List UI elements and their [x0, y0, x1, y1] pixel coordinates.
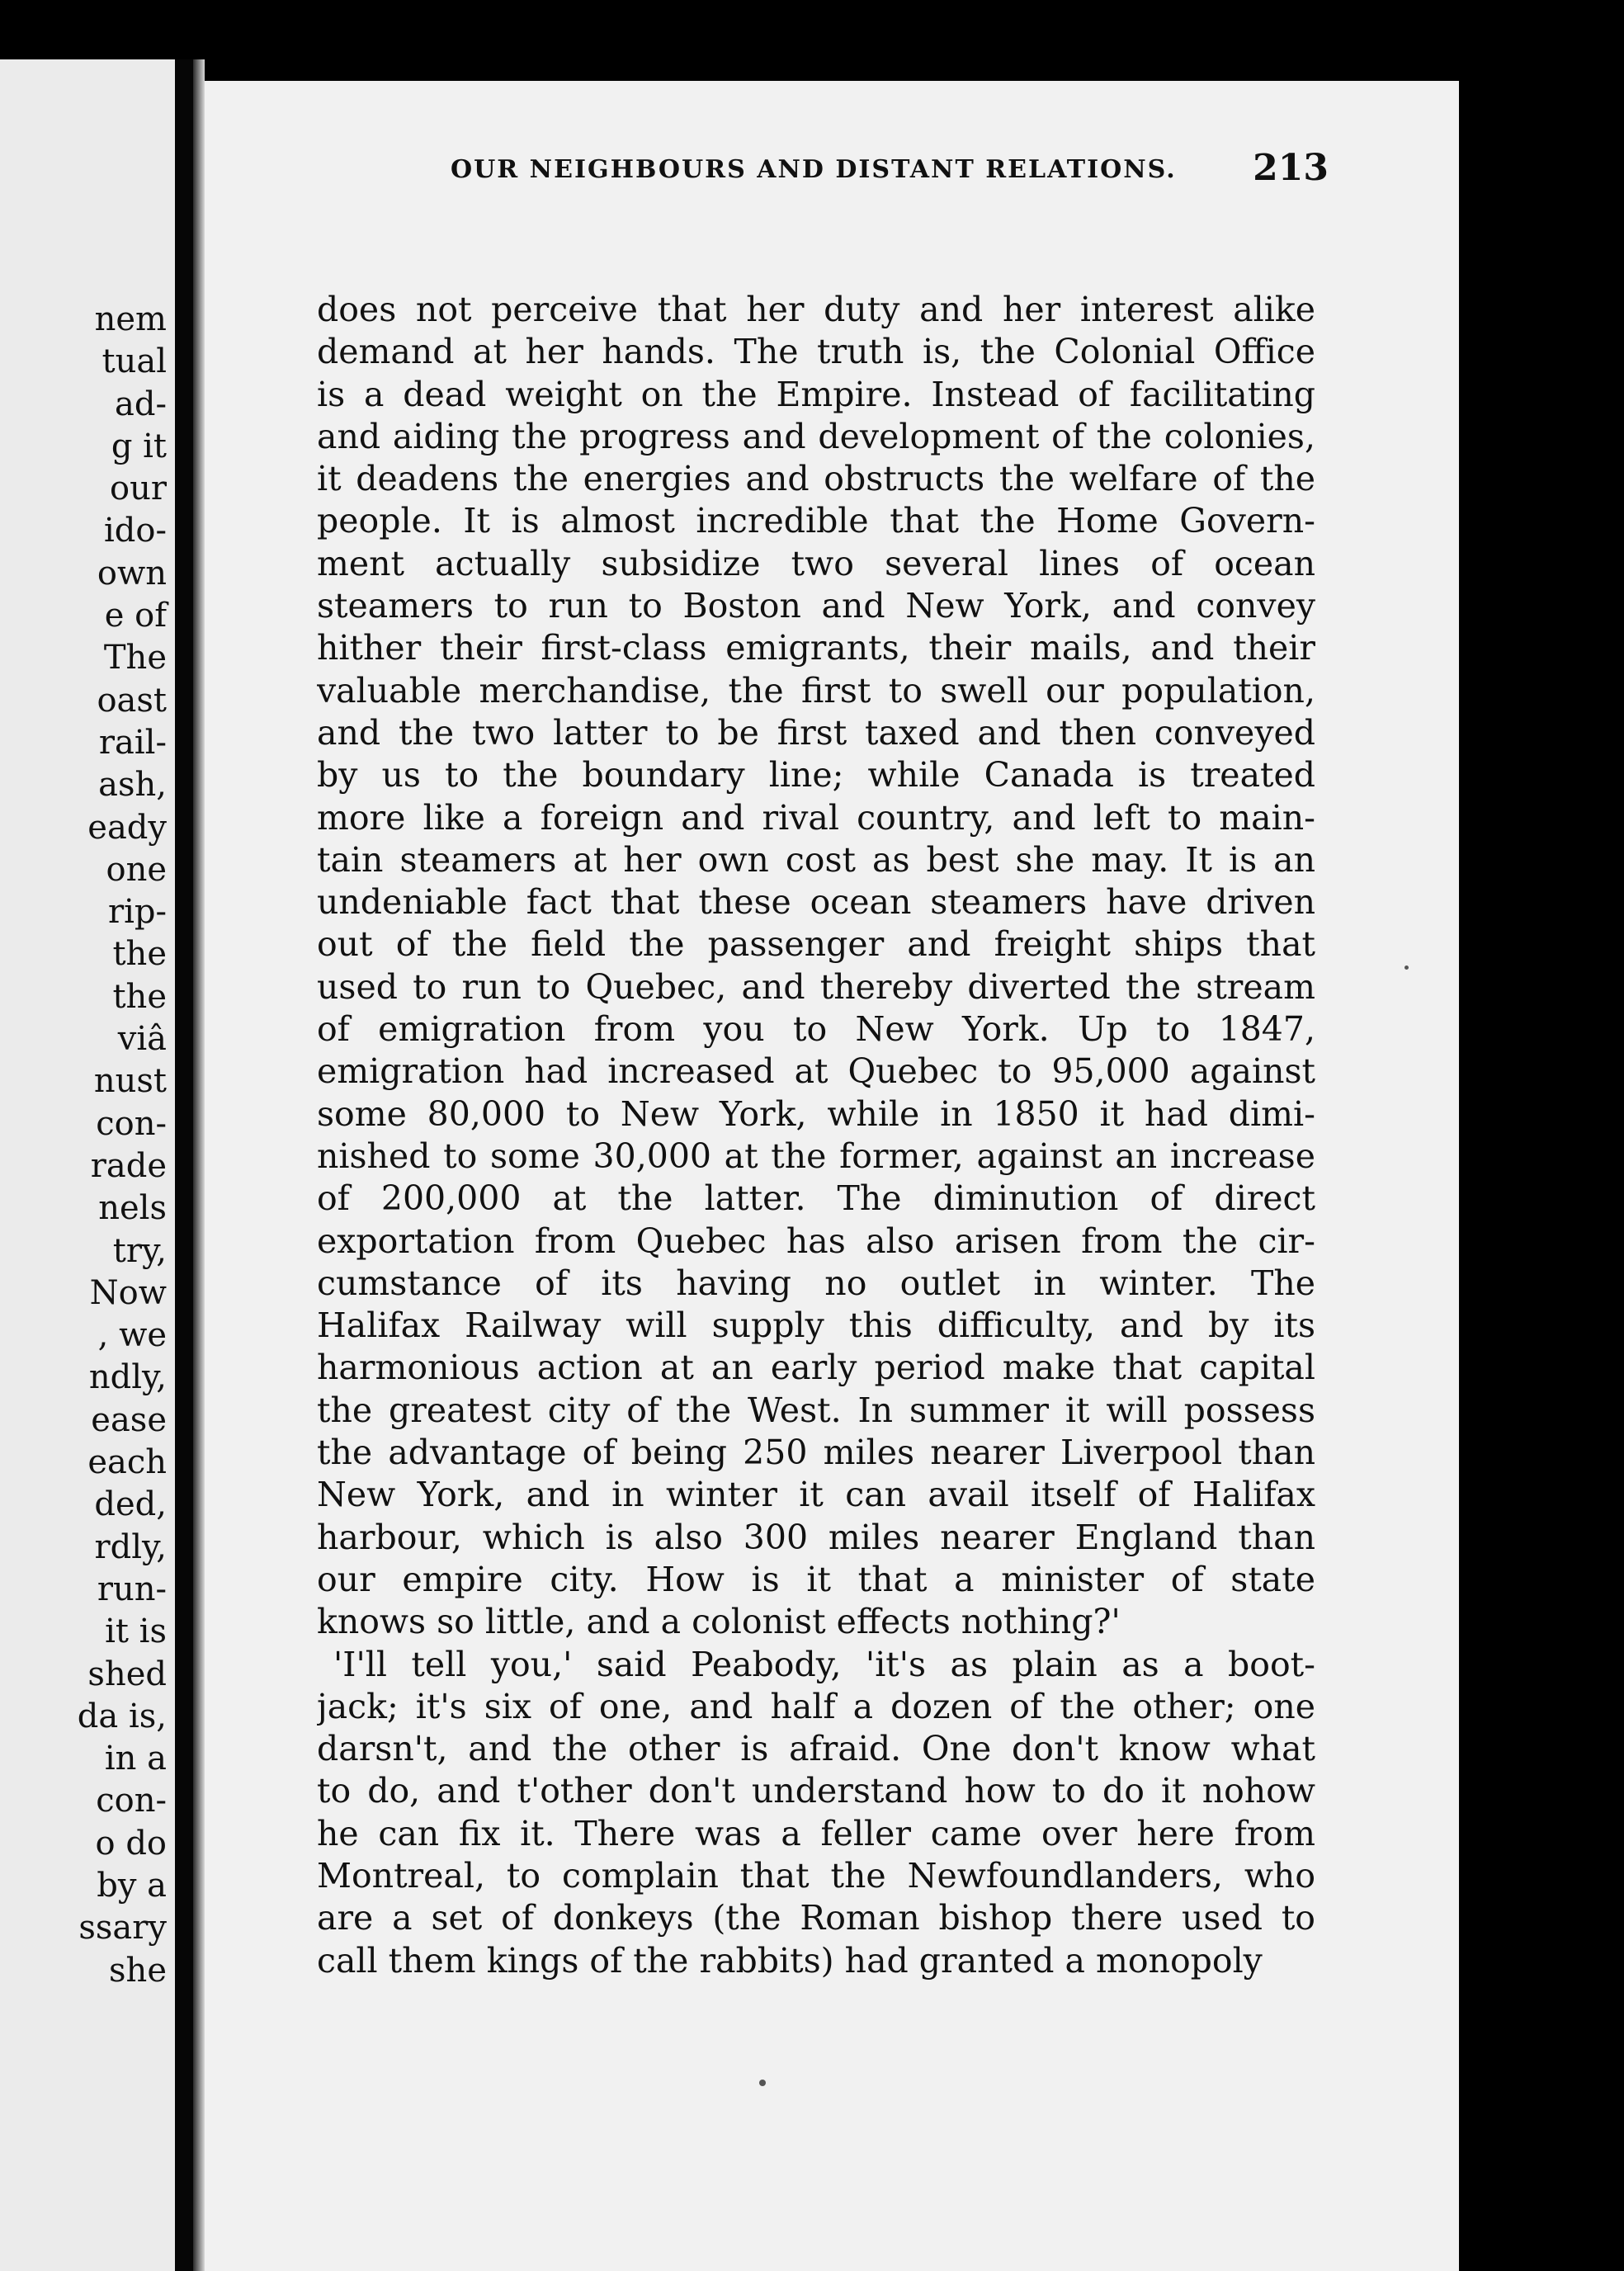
left-page-line: shed	[87, 1655, 167, 1693]
text-line: and the two latter to be first taxed and then conveyed	[317, 712, 1315, 753]
text-line: emigration had increased at Quebec to 95,000 against	[317, 1051, 1315, 1092]
left-page-line: in a	[104, 1740, 167, 1778]
running-head: OUR NEIGHBOURS AND DISTANT RELATIONS.	[451, 155, 1177, 184]
text-line: it deadens the energies and obstructs the welfare of the	[317, 459, 1315, 499]
text-line: jack; it's six of one, and half a dozen of the other; one	[317, 1686, 1315, 1726]
text-line: valuable merchandise, the first to swell our population,	[317, 670, 1315, 711]
text-line: exportation from Quebec has also arisen from the cir-	[317, 1220, 1315, 1261]
left-page-line: she	[109, 1951, 167, 1990]
left-page-line: tual	[102, 342, 167, 381]
text-line: hither their first-class emigrants, their mails, and their	[317, 628, 1315, 668]
left-page-line: eady	[87, 808, 167, 847]
ink-speck	[759, 2080, 766, 2086]
left-page-line: by a	[97, 1866, 167, 1905]
text-line: and aiding the progress and development of the colonies,	[317, 416, 1315, 456]
left-page-line: rip-	[107, 893, 167, 932]
text-line: the advantage of being 250 miles nearer Liverpool than	[317, 1433, 1315, 1473]
text-line: cumstance of its having no outlet in winter. The	[317, 1263, 1315, 1303]
text-line: ment actually subsidize two several lines of ocean	[317, 543, 1315, 583]
text-line: of emigration from you to New York. Up to 1847,	[317, 1009, 1315, 1050]
text-line: harmonious action at an early period make that capital	[317, 1348, 1315, 1388]
left-page-text-column	[78, 299, 167, 1992]
text-line: demand at her hands. The truth is, the Colonial Office	[317, 332, 1315, 372]
left-page-line: rdly,	[94, 1527, 167, 1566]
text-line: people. It is almost incredible that the Home Govern-	[317, 501, 1315, 541]
left-page-line: g it	[111, 427, 167, 465]
left-page-line: da is,	[77, 1697, 167, 1735]
left-page-line: try,	[112, 1231, 167, 1270]
text-line: are a set of donkeys (the Roman bishop there used to	[317, 1898, 1315, 1938]
text-line: out of the field the passenger and freight ships that	[317, 924, 1315, 965]
left-page-line: nust	[93, 1062, 167, 1101]
text-line: Halifax Railway will supply this difficulty, and by its	[317, 1305, 1315, 1346]
text-line: of 200,000 at the latter. The diminution of direct	[317, 1178, 1315, 1219]
text-line: call them kings of the rabbits) had granted a monopoly	[317, 1940, 1263, 1981]
left-page-line: our	[110, 470, 167, 508]
left-page-line: nels	[98, 1189, 167, 1228]
left-page-line: run-	[97, 1570, 167, 1608]
left-page-line: , we	[97, 1316, 167, 1355]
text-line: New York, and in winter it can avail itself of Halifax	[317, 1475, 1315, 1515]
text-line: he can fix it. There was a feller came over here from	[317, 1813, 1315, 1853]
text-line: steamers to run to Boston and New York, and convey	[317, 586, 1315, 626]
text-line: nished to some 30,000 at the former, against an increase	[317, 1136, 1315, 1176]
text-line: used to run to Quebec, and thereby diverted the stream	[317, 966, 1315, 1007]
text-line: harbour, which is also 300 miles nearer England than	[317, 1517, 1315, 1557]
left-page-line: Now	[89, 1273, 167, 1312]
left-page-line: the	[112, 935, 167, 974]
text-line: is a dead weight on the Empire. Instead of facilitating	[317, 374, 1315, 414]
left-page-line: ad-	[115, 385, 167, 423]
left-page-line: viâ	[117, 1020, 167, 1059]
left-page-line: one	[106, 850, 167, 889]
scan-border	[1459, 81, 1624, 2271]
text-line: tain steamers at her own cost as best she may. It is an	[317, 839, 1315, 880]
text-line: our empire city. How is it that a minister of state	[317, 1559, 1315, 1599]
left-page-line: ndly,	[88, 1358, 167, 1397]
text-line: knows so little, and a colonist effects nothing?'	[317, 1602, 1121, 1642]
left-page-line: e of	[104, 597, 167, 635]
left-page-line: each	[87, 1443, 167, 1482]
left-page-line: it is	[105, 1612, 167, 1651]
book-gutter	[175, 59, 193, 2271]
left-page-line: ash,	[98, 766, 167, 805]
page-number: 213	[1253, 147, 1329, 189]
left-page-line: con-	[96, 1104, 167, 1143]
page-header	[451, 147, 1329, 196]
text-line: by us to the boundary line; while Canada is treated	[317, 755, 1315, 796]
body-text	[317, 289, 1315, 1982]
left-page-line: ido-	[104, 512, 167, 550]
left-page-line: con-	[96, 1782, 167, 1820]
left-page-line: o do	[95, 1824, 167, 1863]
text-line: some 80,000 to New York, while in 1850 it had dimi-	[317, 1093, 1315, 1134]
left-page-line: rail-	[98, 723, 167, 762]
left-page-line: oast	[97, 681, 167, 720]
text-line: darsn't, and the other is afraid. One don't know what	[317, 1729, 1315, 1769]
left-page-line: ease	[91, 1400, 167, 1439]
text-line: Montreal, to complain that the Newfoundlanders, who	[317, 1855, 1315, 1896]
ink-speck	[1404, 966, 1409, 970]
left-page-line: the	[112, 977, 167, 1016]
text-line: to do, and t'other don't understand how to do it nohow	[317, 1771, 1315, 1811]
left-page-line: nem	[94, 300, 167, 338]
left-page-fragment	[0, 59, 175, 2271]
left-page-line: rade	[90, 1146, 167, 1185]
text-line: 'I'll tell you,' said Peabody, 'it's as plain as a boot-	[333, 1644, 1315, 1684]
text-line: does not perceive that her duty and her interest alike	[317, 290, 1315, 329]
left-page-line: The	[103, 639, 167, 678]
text-line: the greatest city of the West. In summer it will possess	[317, 1390, 1315, 1430]
left-page-line: own	[97, 554, 167, 593]
text-line: more like a foreign and rival country, and left to main-	[317, 797, 1315, 838]
left-page-line: ssary	[78, 1909, 167, 1948]
page-edge-shadow	[193, 59, 205, 2271]
text-line: undeniable fact that these ocean steamers have driven	[317, 882, 1315, 923]
left-page-line: ded,	[94, 1485, 167, 1524]
